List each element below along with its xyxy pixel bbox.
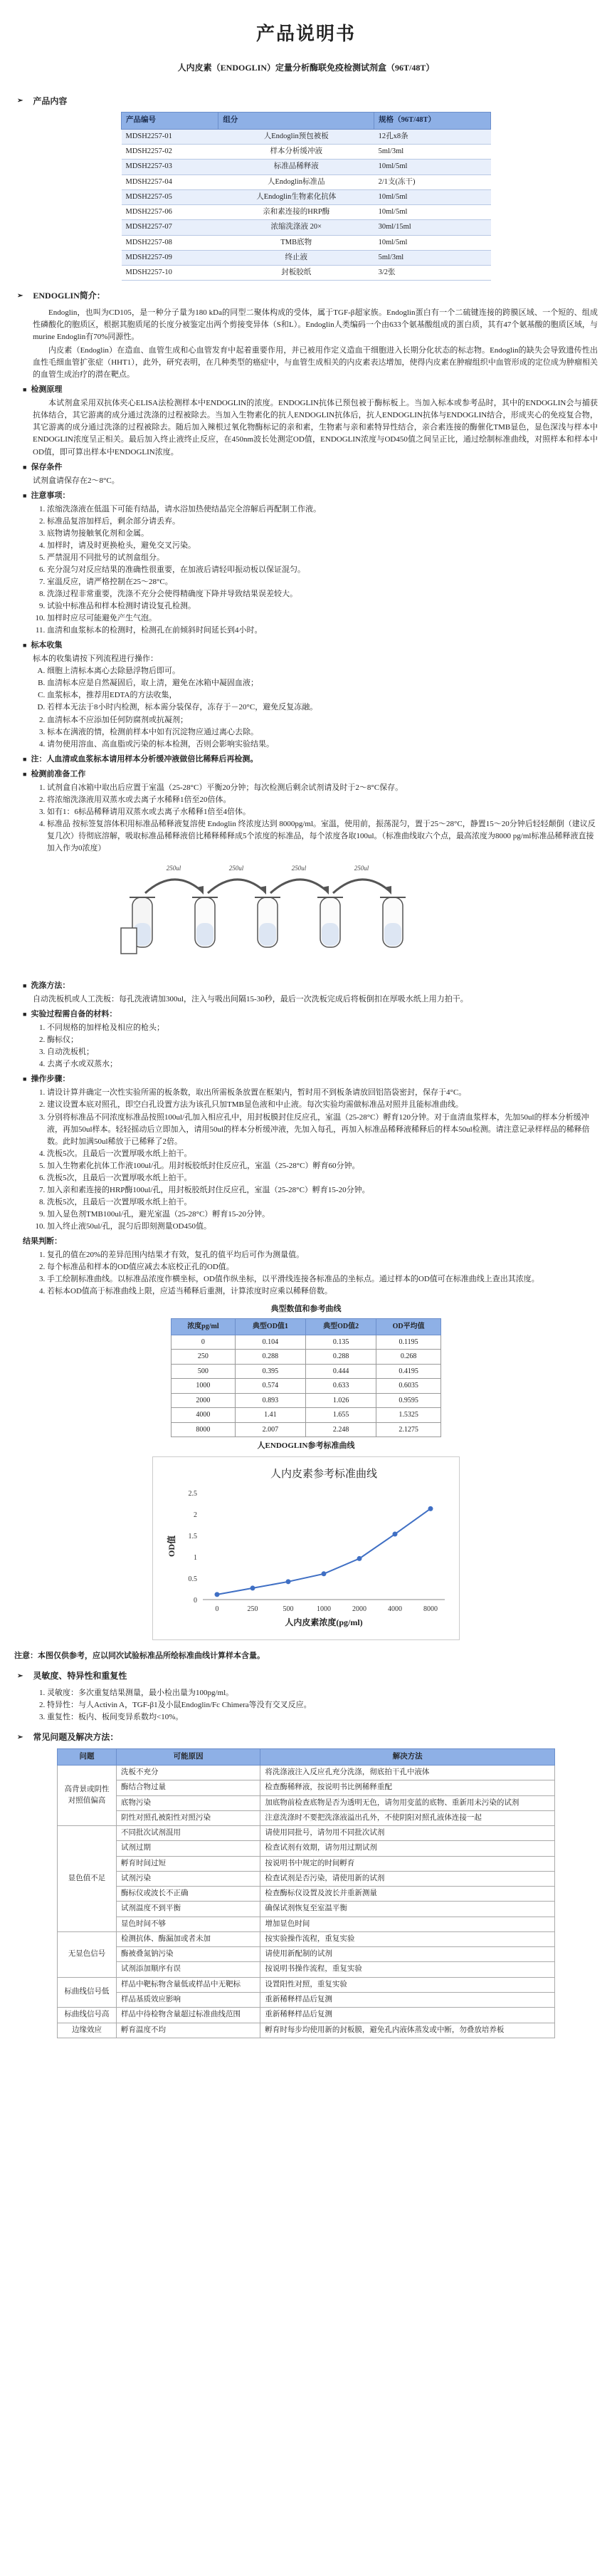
std-header: 浓度pg/ml: [172, 1319, 236, 1335]
caution-item: 11. 血清和血浆标本的检测时，检测孔在前倾斜时间延长到4小时。: [47, 625, 598, 637]
faq-cause: 阴性对照孔被阳性对照污染: [117, 1810, 260, 1825]
std-row: [172, 1422, 441, 1437]
calc-item: 1. 复孔的值在20%的差异范围内结果才有效，复孔的值平均后可作为测量值。: [47, 1249, 598, 1261]
perf-item: 1. 灵敏度：多次重复结果测量，最小检出量为100pg/ml。: [47, 1687, 598, 1699]
std-cell: 0: [172, 1335, 236, 1350]
sample-item: D. 若样本无法于8小时内检测，标本需分装保存，冻存于－20°C，避免反复冻融。: [47, 702, 598, 714]
std-cell: 0.135: [306, 1335, 376, 1350]
x-tick-label: 1000: [317, 1605, 331, 1614]
prep-item: 2. 将浓缩洗涤液用双蒸水或去离子水稀释1倍至20倍体。: [47, 794, 598, 806]
faq-cause: 样品中靶标物含量低或样品中无靶标: [117, 1977, 260, 1992]
x-tick-label: 250: [247, 1605, 258, 1614]
data-point: [250, 1586, 255, 1591]
x-tick-label: 2000: [352, 1605, 366, 1614]
faq-solution: 确保试剂恢复至室温平衡: [260, 1902, 555, 1917]
transfer-arrow: [208, 880, 263, 893]
components-header: 组分: [218, 113, 374, 129]
faq-solution: 孵育时每步均使用新的封板膜，避免孔内液体蒸发或中断，勿叠放培养板: [260, 2023, 555, 2038]
sample-list-2: [33, 714, 598, 751]
material-item: 1. 不同规格的加样枪及相应的枪头；: [47, 1022, 598, 1034]
components-cell: 人Endoglin生物素化抗体: [218, 189, 374, 204]
data-point: [357, 1556, 362, 1561]
faq-cause: 酶结合物过量: [117, 1780, 260, 1795]
faq-row: [58, 1810, 555, 1825]
components-row: [122, 129, 491, 144]
faq-row: [58, 1841, 555, 1856]
sample-item: 3. 标本在满液的情，检测前样本中如有沉淀物应通过离心去除。: [47, 726, 598, 739]
prep-item: 3. 如有1：6标品稀释请用双蒸水或去离子水稀释1倍至4倍体。: [47, 806, 598, 818]
faq-solution: 重新稀释样品后复测: [260, 2008, 555, 2023]
faq-cause: 酶标仪或波长不正确: [117, 1887, 260, 1902]
faq-header: 解决方法: [260, 1748, 555, 1765]
std-cell: 0.288: [235, 1350, 305, 1365]
data-point: [322, 1572, 327, 1577]
faq-row: [58, 1856, 555, 1871]
square-bullet-icon: ■: [23, 1011, 27, 1018]
components-cell: 3/2张: [374, 266, 491, 281]
ops-item: 9. 加入显色剂TMB100ul/孔，避光室温（25-28°C）孵育15-20分钟。: [47, 1209, 598, 1221]
std-cell: 250: [172, 1350, 236, 1365]
section-prep: ■ 检测前准备工作: [23, 769, 86, 778]
data-point: [215, 1592, 220, 1597]
faq-row: [58, 1887, 555, 1902]
components-cell: MDSH2257-03: [122, 160, 218, 174]
std-cell: 0.574: [235, 1379, 305, 1394]
prep-item: 1. 试剂盒自冰箱中取出后应置于室温（25-28°C）平衡20分钟；每次检测后剩余试剂请及时于2～8°C保存。: [47, 782, 598, 794]
wash-text: 自动洗板机或人工洗板：每孔洗液请加300ul，注入与吸出间隔15-30秒，最后一次洗板完成后将板倒扣在厚吸水纸上用力拍干。: [33, 995, 468, 1004]
transfer-arrow: [270, 880, 326, 893]
std-cell: 500: [172, 1364, 236, 1379]
std-cell: 0.104: [235, 1335, 305, 1350]
ops-item: 8. 洗板5次，且最后一次置厚吸水纸上拍干。: [47, 1196, 598, 1209]
section-materials: ■ 实验过程需自备的材料：: [23, 1010, 117, 1019]
components-cell: 30ml/15ml: [374, 220, 491, 235]
arrow-bullet-icon: ➢: [17, 97, 23, 105]
calc-item: 2. 每个标准品和样本的OD值应减去本底校正孔的OD值。: [47, 1261, 598, 1273]
ops-item: 5. 加入生物素化抗体工作液100ul/孔。用封板胶纸封住反应孔，室温（25-28°C）孵育60分钟。: [47, 1160, 598, 1172]
calc-list: [33, 1249, 598, 1298]
components-cell: 10ml/5ml: [374, 160, 491, 174]
std-cell: 1000: [172, 1379, 236, 1394]
std-cell: 0.9595: [376, 1393, 441, 1408]
caution-item: 10. 加样时应尽可能避免产生气泡。: [47, 612, 598, 625]
components-cell: 封板胶纸: [218, 266, 374, 281]
standard-values-table: [171, 1318, 441, 1437]
material-item: 3. 自动洗板机；: [47, 1046, 598, 1058]
caution-item: 8. 洗涤过程非常重要，洗涤不充分会使得精确度下降并导致结果误差较大。: [47, 588, 598, 600]
dilution-svg: [114, 860, 427, 967]
components-cell: MDSH2257-07: [122, 220, 218, 235]
caution-item: 1. 浓缩洗涤液在低温下可能有结晶，请水浴加热使结晶完全溶解后再配制工作液。: [47, 504, 598, 516]
std-cell: 2.248: [306, 1422, 376, 1437]
components-cell: MDSH2257-08: [122, 235, 218, 250]
components-row: [122, 235, 491, 250]
material-item: 4. 去离子水或双蒸水；: [47, 1058, 598, 1070]
section-storage: ■ 保存条件: [23, 462, 63, 471]
faq-row: [58, 1917, 555, 1931]
document-page: [14, 0, 598, 2060]
faq-solution: 将洗涤液注入反应孔充分洗涤，彻底拍干孔中液体: [260, 1766, 555, 1780]
faq-row: [58, 1795, 555, 1810]
transfer-volume-label: 250ul: [228, 865, 244, 872]
arrow-bullet-icon: ➢: [17, 291, 23, 300]
section-contents: ➢ 产品内容: [17, 95, 68, 106]
faq-row: [58, 2023, 555, 2038]
faq-table: [57, 1748, 555, 2038]
faq-row: [58, 1931, 555, 1946]
std-row: [172, 1350, 441, 1365]
sample-item: C. 血浆标本，推荐用EDTA的方法收集，: [47, 689, 598, 702]
tube-liquid: [259, 923, 276, 946]
square-bullet-icon: ■: [23, 1075, 27, 1083]
transfer-volume-label: 250ul: [291, 865, 307, 872]
std-cell: 0.893: [235, 1393, 305, 1408]
arrow-head-icon: [384, 886, 391, 895]
y-tick-label: 1.5: [188, 1533, 197, 1541]
components-cell: 人Endoglin预包被板: [218, 129, 374, 144]
chart-svg: [153, 1457, 459, 1635]
principle-paragraph: 本试剂盒采用双抗体夹心ELISA法检测样本中ENDOGLIN的浓度。ENDOGLIN抗体已预包被于酶标板上。当加入标本或参考品时，其中的ENDOGLIN会与捕获抗体结合，其它游离的成分通过洗涤的过程被除去。当加入生物素化的抗人ENDOGLIN抗体后，抗人ENDOGLIN抗体与ENDOGLIN结合，形成夹心的免疫复合物，其它游离的成分通过洗涤的过程被除去。随后加入辣根过氧化物酶标记的亲和素，生物素与亲和素特异性结合，亲合素连接的酶催化TMB显色，显色深浅与样本中ENDOGLIN浓度呈正相关。最后加入终止液终止反应，在450nm波长处测定OD值，ENDOGLIN浓度与OD450值之间呈正比，通过绘制标准曲线，对照样本和样本中OD值，即可算出样本中ENDOGLIN浓度。: [33, 399, 598, 457]
faq-row: [58, 1902, 555, 1917]
y-tick-label: 1: [194, 1554, 197, 1563]
components-cell: MDSH2257-05: [122, 189, 218, 204]
faq-cause: 底物污染: [117, 1795, 260, 1810]
std-header: 典型OD值2: [306, 1319, 376, 1335]
components-cell: MDSH2257-09: [122, 250, 218, 265]
beaker: [121, 928, 137, 954]
faq-row: [58, 1826, 555, 1841]
transfer-volume-label: 250ul: [166, 865, 181, 872]
components-cell: MDSH2257-02: [122, 145, 218, 160]
faq-cause: 试剂污染: [117, 1871, 260, 1886]
components-cell: 样本分析缓冲液: [218, 145, 374, 160]
arrow-head-icon: [259, 886, 266, 895]
x-tick-label: 0: [215, 1605, 219, 1614]
faq-solution: 注意洗涤时不要把洗涤液溢出孔外，不使阴阳对照孔液体连接一起: [260, 1810, 555, 1825]
ops-item: 6. 洗板5次，且最后一次置厚吸水纸上拍干。: [47, 1172, 598, 1184]
faq-cause: 不同批次试剂混用: [117, 1826, 260, 1841]
std-cell: 1.41: [235, 1408, 305, 1423]
components-row: [122, 189, 491, 204]
std-cell: 2.1275: [376, 1422, 441, 1437]
transfer-arrow: [333, 880, 389, 893]
arrow-head-icon: [322, 886, 329, 895]
faq-problem: 无显色信号: [58, 1931, 117, 1977]
section-sample: ■ 标本收集: [23, 641, 63, 650]
materials-list: [33, 1022, 598, 1070]
faq-problem: 高背景或阴性对照值偏高: [58, 1766, 117, 1826]
faq-cause: 显色时间不够: [117, 1917, 260, 1931]
faq-row: [58, 1962, 555, 1977]
components-cell: 2/1支(冻干): [374, 174, 491, 189]
components-cell: MDSH2257-06: [122, 205, 218, 220]
ops-item: 3. 分别将标准品不同浓度标准品按照100ul/孔加入相应孔中，用封板膜封住反应孔，室温（25-28°C）孵育120分钟。对于血清血浆样本，先加50ul的样本分析缓冲液，再加50ul样本。轻轻摇动后立即加入，请用50ul的样本分析缓冲液，先加入每孔，再加入标准品稀释液稀释后的样本50ul检测。请注意记录样样品的稀释倍数。此时加满50ul稀放于已稀释了2倍。: [47, 1112, 598, 1148]
faq-cause: 洗板不充分: [117, 1766, 260, 1780]
components-cell: MDSH2257-01: [122, 129, 218, 144]
document-title: 产品说明书: [255, 24, 356, 44]
y-tick-label: 2: [194, 1511, 197, 1520]
std-cell: 0.444: [306, 1364, 376, 1379]
section-wash: ■ 洗涤方法：: [23, 981, 70, 991]
std-cell: 1.026: [306, 1393, 376, 1408]
faq-solution: 检查酶稀释液，按说明书比例稀释重配: [260, 1780, 555, 1795]
endoglin-paragraph-1: Endoglin，也叫为CD105，是一种分子量为180 kDa的同型二聚体构成的受体，属于TGF-β超家族。Endoglin蛋白有一个二硫键连接的跨膜区域、一个短的、组成性磷酸化的胞质区，根据其胞质尾的长度分被鉴定出两个剪接变异体（S和L）。Endoglin人类编码一个由633个氨基酸组成的蛋白质，其有47个氨基酸的胞质区域，与murine Endoglin有70%同源性。: [33, 308, 598, 342]
calc-item: 3. 手工绘制标准曲线。以标准品浓度作横坐标，OD值作纵坐标，以平滑线连接各标准品的坐标点。通过样本的OD值可在标准曲线上查出其浓度。: [47, 1273, 598, 1286]
warning-note: ■ 注：人血清或血浆标本请用样本分析缓冲液做倍比稀释后再检测。: [23, 754, 258, 763]
faq-header: 可能原因: [117, 1748, 260, 1765]
std-cell: 0.4195: [376, 1364, 441, 1379]
material-item: 2. 酶标仪；: [47, 1034, 598, 1046]
faq-cause: 检测抗体、酶漏加或者未加: [117, 1931, 260, 1946]
transfer-arrow: [145, 880, 201, 893]
sample-intro: 标本的收集请按下列流程进行操作：: [33, 655, 158, 664]
tube-liquid: [322, 923, 339, 946]
faq-solution: 重新稀释样品后复测: [260, 1993, 555, 2008]
arrow-head-icon: [196, 886, 204, 895]
faq-row: [58, 1993, 555, 2008]
components-cell: 12孔x8条: [374, 129, 491, 144]
std-curve-caption: 人ENDOGLIN参考标准曲线: [257, 1441, 355, 1451]
sample-item: A. 细胞上清标本离心去除悬浮物后即可。: [47, 665, 598, 677]
calc-item: 4. 若标本OD值高于标准曲线上限，应适当稀释后重测，计算浓度时应乘以稀释倍数。: [47, 1286, 598, 1298]
prep-list: [33, 782, 598, 855]
sample-item: 4. 请勿使用溶血、高血脂或污染的标本检测，否则会影响实验结果。: [47, 739, 598, 751]
std-cell: 0.633: [306, 1379, 376, 1394]
y-tick-label: 2.5: [188, 1490, 197, 1498]
faq-cause: 试剂过期: [117, 1841, 260, 1856]
std-cell: 1.5325: [376, 1408, 441, 1423]
caution-item: 9. 试验中标准品和样本检测时请设复孔检测。: [47, 600, 598, 612]
components-row: [122, 220, 491, 235]
faq-solution: 设置阳性对照，重复实验: [260, 1977, 555, 1992]
components-header: 产品编号: [122, 113, 218, 129]
x-axis-label: 人内皮素浓度(pg/ml): [285, 1617, 363, 1628]
data-point: [428, 1506, 433, 1511]
components-row: [122, 250, 491, 265]
sample-item: B. 血清标本应是自然凝固后，取上清，避免在冰箱中凝固血液；: [47, 677, 598, 689]
std-row: [172, 1379, 441, 1394]
faq-row: [58, 1766, 555, 1780]
square-bullet-icon: ■: [23, 463, 27, 471]
storage-text: 试剂盒请保存在2～8°C。: [33, 476, 120, 485]
std-cell: 0.268: [376, 1350, 441, 1365]
faq-header: 问题: [58, 1748, 117, 1765]
std-row: [172, 1393, 441, 1408]
sample-list: [33, 665, 598, 714]
faq-solution: 增加显色时间: [260, 1917, 555, 1931]
perf-item: 3. 重复性：板内、板间变异系数均<10%。: [47, 1711, 598, 1724]
section-cautions: ■ 注意事项：: [23, 491, 70, 500]
square-bullet-icon: ■: [23, 982, 27, 990]
faq-solution: 按实验操作流程，重复实验: [260, 1931, 555, 1946]
components-cell: 5ml/3ml: [374, 145, 491, 160]
faq-row: [58, 2008, 555, 2023]
std-cell: 0.1195: [376, 1335, 441, 1350]
faq-solution: 按说明书中规定的时间孵育: [260, 1856, 555, 1871]
std-cell: 0.395: [235, 1364, 305, 1379]
square-bullet-icon: ■: [23, 770, 27, 778]
faq-cause: 试剂添加顺序有误: [117, 1962, 260, 1977]
components-header: 规格（96T/48T）: [374, 113, 491, 129]
square-bullet-icon: ■: [23, 642, 27, 650]
components-cell: TMB底物: [218, 235, 374, 250]
std-cell: 1.655: [306, 1408, 376, 1423]
components-cell: 5ml/3ml: [374, 250, 491, 265]
data-point: [286, 1580, 291, 1585]
caution-item: 3. 底物请勿接触氧化剂和金属。: [47, 528, 598, 540]
faq-row: [58, 1977, 555, 1992]
x-tick-label: 8000: [423, 1605, 438, 1614]
series-line: [217, 1509, 431, 1595]
standard-curve-chart: [152, 1456, 460, 1640]
faq-row: [58, 1947, 555, 1962]
components-cell: MDSH2257-04: [122, 174, 218, 189]
caution-item: 4. 加样时，请及时更换枪头，避免交叉污染。: [47, 540, 598, 552]
faq-solution: 按说明书操作流程，重复实验: [260, 1962, 555, 1977]
std-row: [172, 1364, 441, 1379]
caution-item: 2. 标准品复溶加样后，剩余部分请丢弃。: [47, 516, 598, 528]
faq-solution: 检查试剂有效期，请勿用过期试剂: [260, 1841, 555, 1856]
std-cell: 0.288: [306, 1350, 376, 1365]
caution-item: 6. 充分混匀对反应结果的准确性很重要，在加液后请轻叩振动板以保证混匀。: [47, 564, 598, 576]
faq-cause: 孵育温度不均: [117, 2023, 260, 2038]
std-table-title: 典型数值和参考曲线: [270, 1305, 342, 1314]
components-row: [122, 160, 491, 174]
faq-solution: 请使用新配制的试剂: [260, 1947, 555, 1962]
components-cell: 浓缩洗涤液 20×: [218, 220, 374, 235]
std-cell: 8000: [172, 1422, 236, 1437]
tube-liquid: [384, 923, 401, 946]
faq-row: [58, 1780, 555, 1795]
section-perf: ➢ 灵敏度、特异性和重复性: [17, 1671, 127, 1681]
faq-solution: 检查试剂是否污染，请使用新的试剂: [260, 1871, 555, 1886]
y-tick-label: 0: [194, 1597, 197, 1605]
x-tick-label: 4000: [388, 1605, 402, 1614]
sample-item: 2. 血清标本不应添加任何防腐剂或抗凝剂；: [47, 714, 598, 726]
perf-list: [33, 1687, 598, 1724]
arrow-bullet-icon: ➢: [17, 1733, 23, 1741]
faq-solution: 检查酶标仪设置及波长并重新测量: [260, 1887, 555, 1902]
faq-solution: 请使用同批号，请勿用不同批次试剂: [260, 1826, 555, 1841]
square-bullet-icon: ■: [23, 755, 27, 763]
faq-cause: 样品中待检物含量超过标准曲线范围: [117, 2008, 260, 2023]
components-cell: MDSH2257-10: [122, 266, 218, 281]
chart-notice: 注意：本图仅供参考，应以同次试验标准品所绘标准曲线计算样本含量。: [14, 1652, 265, 1661]
faq-problem: 标曲线信号低: [58, 1977, 117, 2008]
components-row: [122, 266, 491, 281]
data-point: [393, 1532, 398, 1537]
faq-cause: 孵育时间过短: [117, 1856, 260, 1871]
ops-item: 4. 洗板5次。且最后一次置厚吸水纸上拍干。: [47, 1148, 598, 1160]
std-header: 典型OD值1: [235, 1319, 305, 1335]
ops-item: 1. 请设计算并确定一次性实验所需的板条数，取出所需板条放置在框架内，暂时用不到板条请放回铝箔袋密封，保存于4°C。: [47, 1087, 598, 1099]
ops-item: 10. 加入终止液50ul/孔，混匀后即刻测量OD450值。: [47, 1221, 598, 1233]
caution-item: 7. 室温反应，请严格控制在25～28°C。: [47, 576, 598, 588]
components-cell: 10ml/5ml: [374, 189, 491, 204]
section-ops: ■ 操作步骤：: [23, 1075, 70, 1084]
cautions-list: [33, 504, 598, 637]
faq-cause: 样品基质效应影响: [117, 1993, 260, 2008]
components-cell: 终止液: [218, 250, 374, 265]
square-bullet-icon: ■: [23, 491, 27, 499]
perf-item: 2. 特异性：与人Activin A，TGF-β1及小鼠Endoglin/Fc Chimera等没有交叉反应。: [47, 1699, 598, 1711]
faq-problem: 标曲线信号高: [58, 2008, 117, 2023]
dilution-diagram: [114, 860, 598, 971]
components-cell: 亲和素连接的HRP酶: [218, 205, 374, 220]
y-tick-label: 0.5: [188, 1575, 197, 1584]
components-row: [122, 205, 491, 220]
section-faq: ➢ 常见问题及解决方法：: [17, 1732, 119, 1743]
section-principle: ■ 检测原理: [23, 385, 63, 395]
faq-cause: 酶被叠氮钠污染: [117, 1947, 260, 1962]
x-tick-label: 500: [283, 1605, 294, 1614]
faq-solution: 加底物前检查底物是否为透明无色，请勿用变蓝的底物、重新用未污染的试剂: [260, 1795, 555, 1810]
components-cell: 10ml/5ml: [374, 205, 491, 220]
std-header: OD平均值: [376, 1319, 441, 1335]
prep-item: 4. 标准品 按标签复溶体积用标准品稀释液复溶使 Endoglin 终浓度达到 8000pg/ml。室温，使用前，振荡混匀，置于25～28°C，静置15～20分钟后轻轻颠倒（建议反复几次）待彻底溶解，吸取标准品稀释液倍比稀释稀释成5个浓度的标准品，每个浓度各取100ul。（标准曲线取六个点，最高浓度为8000 pg/ml标准品稀释液直接加入作为0浓度）: [47, 818, 598, 855]
tube-liquid: [196, 923, 213, 946]
faq-problem: 边缘效应: [58, 2023, 117, 2038]
std-cell: 0.6035: [376, 1379, 441, 1394]
faq-problem: 显色值不足: [58, 1826, 117, 1932]
y-axis-label: OD值: [167, 1535, 176, 1558]
ops-list: [33, 1087, 598, 1233]
components-cell: 10ml/5ml: [374, 235, 491, 250]
components-row: [122, 174, 491, 189]
std-row: [172, 1408, 441, 1423]
components-cell: 人Endoglin标准品: [218, 174, 374, 189]
square-bullet-icon: ■: [23, 386, 27, 394]
transfer-volume-label: 250ul: [354, 865, 369, 872]
std-cell: 2000: [172, 1393, 236, 1408]
std-cell: 2.007: [235, 1422, 305, 1437]
caution-item: 5. 严禁混用不同批号的试剂盒组分。: [47, 552, 598, 564]
ops-item: 7. 加入亲和素连接的HRP酶100ul/孔，用封板胶纸封住反应孔，室温（25-28°C）孵育15-20分钟。: [47, 1184, 598, 1196]
ops-item: 2. 建议设置本底对照孔，即空白孔设置方法为该孔只加TMB显色液和中止液。每次实验均需做标准品对照并且能标准曲线。: [47, 1099, 598, 1111]
endoglin-paragraph-2: 内皮素（Endoglin）在造血、血管生成和心血管发育中起着重要作用，并已被用作定义造血干细胞进入长期分化状态的标志物。Endoglin的缺失会导致遗传性出血性毛细血管扩张症（HHT1），此外，研究表明，在几种类型的癌症中，与血管生成相关的内皮素表达增加，使得内皮素在肿瘤组织中血管形成的定位成为肿瘤相关的血管生成治疗的潜在靶点。: [33, 346, 598, 380]
document-subtitle: 人内皮素（ENDOGLIN）定量分析酶联免疫检测试剂盒（96T/48T）: [177, 63, 435, 73]
std-cell: 4000: [172, 1408, 236, 1423]
components-table: [121, 112, 491, 281]
faq-cause: 试剂温度不到平衡: [117, 1902, 260, 1917]
arrow-bullet-icon: ➢: [17, 1672, 23, 1680]
faq-row: [58, 1871, 555, 1886]
components-cell: 标准品稀释液: [218, 160, 374, 174]
std-row: [172, 1335, 441, 1350]
section-endoglin: ➢ ENDOGLIN简介：: [17, 291, 105, 301]
chart-title: 人内皮素参考标准曲线: [270, 1469, 378, 1481]
section-calc: 结果判断：: [23, 1237, 62, 1246]
components-row: [122, 145, 491, 160]
